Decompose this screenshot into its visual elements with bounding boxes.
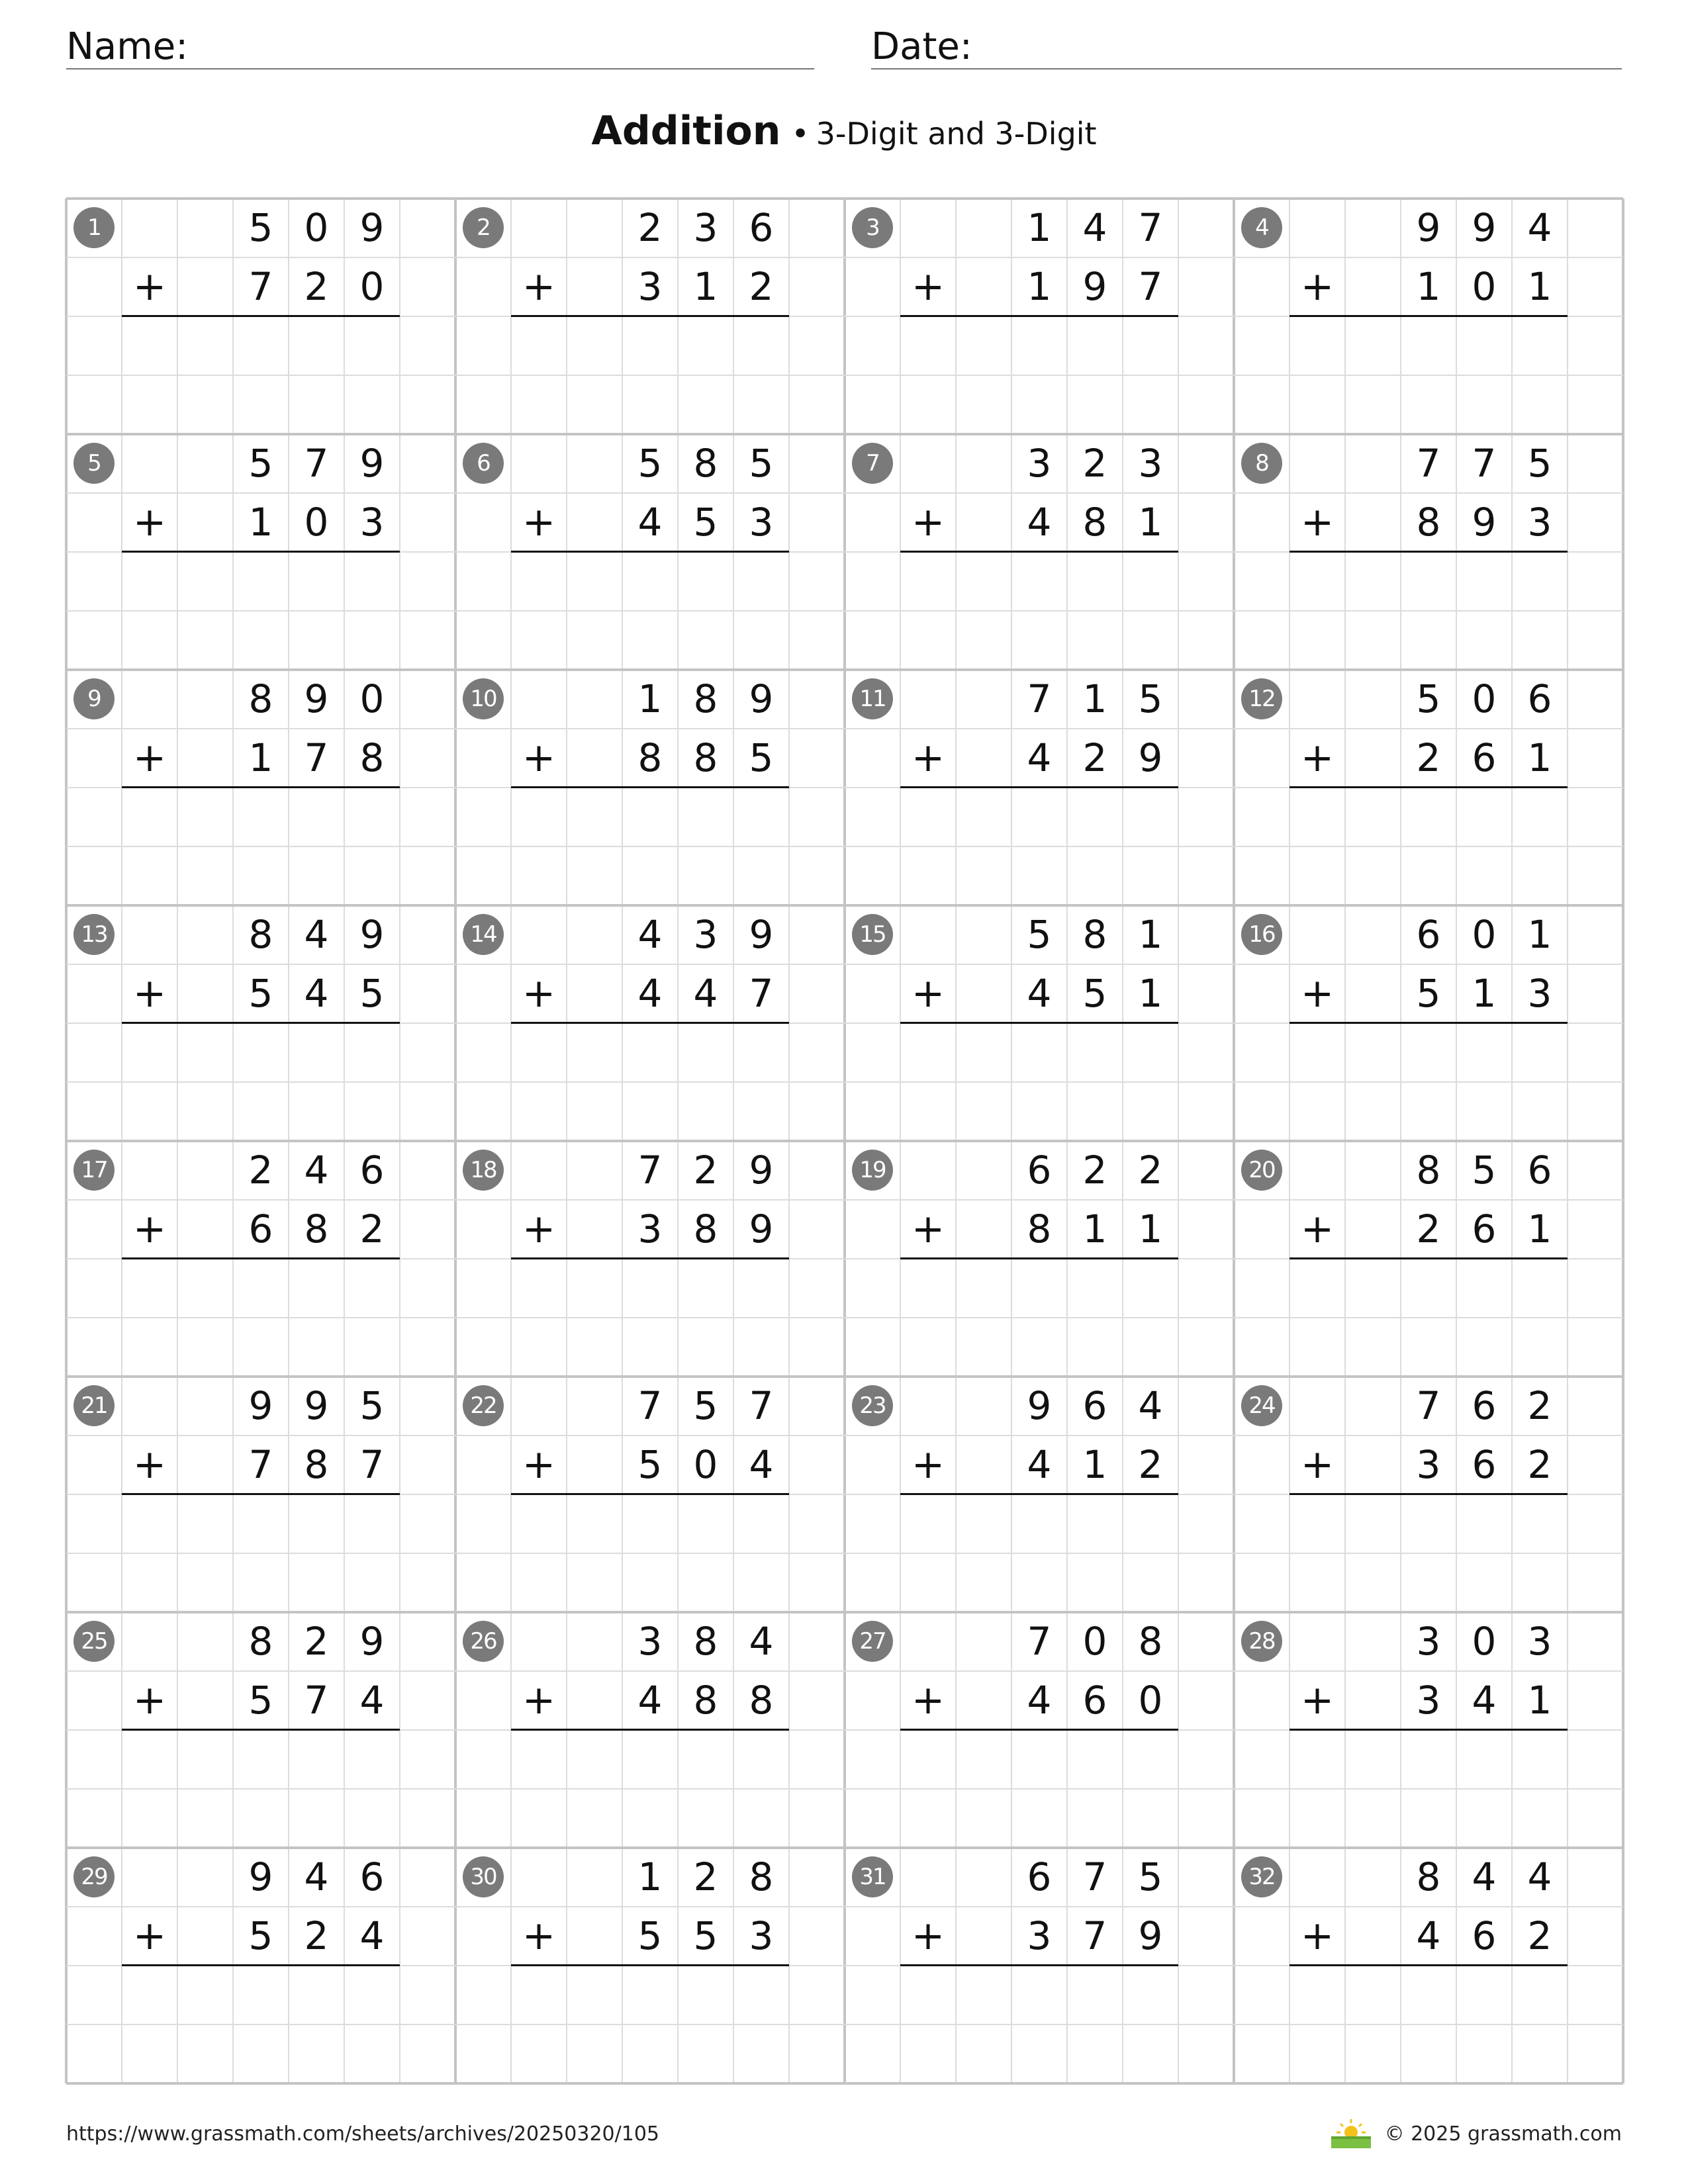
- addend-top-digit: 9: [304, 1383, 329, 1428]
- addend-top-digit: 3: [1027, 441, 1052, 486]
- addend-top-digit: 8: [1416, 1854, 1441, 1899]
- addend-bottom-digit: 3: [749, 500, 774, 545]
- addend-bottom-digit: 4: [1027, 971, 1052, 1016]
- plus-sign: +: [132, 499, 167, 545]
- addend-bottom-digit: 3: [1527, 500, 1552, 545]
- addend-top-digit: 0: [1472, 1619, 1497, 1664]
- addend-top-digit: 9: [248, 1854, 273, 1899]
- name-field-line[interactable]: [66, 68, 814, 69]
- addend-bottom-digit: 1: [1472, 971, 1497, 1016]
- addend-top-digit: 5: [1138, 1854, 1163, 1899]
- addend-top-digit: 3: [693, 912, 718, 957]
- plus-sign: +: [1300, 1206, 1335, 1252]
- addend-bottom-digit: 2: [1527, 1913, 1552, 1958]
- plus-sign: +: [911, 263, 945, 310]
- addend-bottom-digit: 4: [304, 971, 329, 1016]
- answer-line[interactable]: [122, 551, 400, 553]
- answer-line[interactable]: [900, 1729, 1178, 1731]
- addend-top-digit: 9: [359, 205, 385, 250]
- addend-top-digit: 7: [1027, 1619, 1052, 1664]
- addend-top-digit: 0: [1472, 912, 1497, 957]
- addend-bottom-digit: 1: [1138, 1206, 1163, 1251]
- addend-bottom-digit: 3: [1527, 971, 1552, 1016]
- answer-line[interactable]: [511, 1729, 789, 1731]
- problem-number-badge: 2: [463, 207, 504, 248]
- plus-sign: +: [911, 1913, 945, 1959]
- addend-bottom-digit: 4: [359, 1913, 385, 1958]
- addend-top-digit: 5: [1138, 676, 1163, 721]
- addend-top-digit: 4: [637, 912, 663, 957]
- addend-top-digit: 3: [1416, 1619, 1441, 1664]
- addend-top-digit: 5: [248, 205, 273, 250]
- plus-sign: +: [911, 1677, 945, 1723]
- problem-number-badge: 26: [463, 1621, 504, 1662]
- plus-sign: +: [522, 499, 556, 545]
- problem-number-badge: 23: [852, 1385, 893, 1426]
- addend-top-digit: 8: [693, 1619, 718, 1664]
- answer-line[interactable]: [1289, 551, 1568, 553]
- addend-top-digit: 4: [1527, 1854, 1552, 1899]
- addend-bottom-digit: 7: [749, 971, 774, 1016]
- addend-bottom-digit: 4: [637, 500, 663, 545]
- addend-bottom-digit: 5: [693, 1913, 718, 1958]
- addend-bottom-digit: 1: [1527, 735, 1552, 780]
- answer-line[interactable]: [1289, 315, 1568, 317]
- addend-bottom-digit: 4: [693, 971, 718, 1016]
- plus-sign: +: [522, 970, 556, 1017]
- answer-line[interactable]: [1289, 786, 1568, 788]
- addend-top-digit: 1: [637, 1854, 663, 1899]
- problem-number-badge: 15: [852, 914, 893, 955]
- addend-top-digit: 9: [359, 441, 385, 486]
- plus-sign: +: [1300, 735, 1335, 781]
- addend-top-digit: 1: [1027, 205, 1052, 250]
- addend-bottom-digit: 1: [1138, 500, 1163, 545]
- addend-top-digit: 9: [1416, 205, 1441, 250]
- plus-sign: +: [132, 1913, 167, 1959]
- addend-bottom-digit: 2: [1082, 735, 1107, 780]
- problem-number-badge: 11: [852, 678, 893, 719]
- addend-bottom-digit: 1: [1416, 264, 1441, 309]
- addend-bottom-digit: 8: [693, 735, 718, 780]
- addend-top-digit: 9: [749, 1148, 774, 1193]
- addend-top-digit: 8: [693, 676, 718, 721]
- footer-url: https://www.grassmath.com/sheets/archives/20250320/105: [66, 2122, 660, 2146]
- addend-top-digit: 6: [1027, 1148, 1052, 1193]
- addend-bottom-digit: 1: [1527, 264, 1552, 309]
- addend-bottom-digit: 8: [1027, 1206, 1052, 1251]
- addend-top-digit: 1: [637, 676, 663, 721]
- addend-top-digit: 4: [749, 1619, 774, 1664]
- addend-top-digit: 4: [304, 1148, 329, 1193]
- plus-sign: +: [1300, 1441, 1335, 1488]
- addend-bottom-digit: 5: [693, 500, 718, 545]
- addend-bottom-digit: 4: [1027, 1442, 1052, 1487]
- addend-bottom-digit: 1: [1138, 971, 1163, 1016]
- addend-top-digit: 9: [304, 676, 329, 721]
- addend-bottom-digit: 4: [359, 1678, 385, 1723]
- plus-sign: +: [132, 735, 167, 781]
- plus-sign: +: [1300, 1677, 1335, 1723]
- problem-number-badge: 21: [73, 1385, 115, 1426]
- plus-sign: +: [132, 1677, 167, 1723]
- plus-sign: +: [522, 1441, 556, 1488]
- answer-line[interactable]: [900, 786, 1178, 788]
- addend-bottom-digit: 9: [1472, 500, 1497, 545]
- addend-bottom-digit: 7: [304, 1678, 329, 1723]
- addend-bottom-digit: 9: [1082, 264, 1107, 309]
- problem-number-badge: 7: [852, 443, 893, 484]
- addend-top-digit: 7: [637, 1383, 663, 1428]
- addend-bottom-digit: 6: [1472, 735, 1497, 780]
- addend-bottom-digit: 3: [637, 264, 663, 309]
- addend-top-digit: 8: [1416, 1148, 1441, 1193]
- answer-line[interactable]: [511, 1964, 789, 1966]
- answer-line[interactable]: [1289, 1964, 1568, 1966]
- answer-line[interactable]: [900, 1493, 1178, 1495]
- addend-bottom-digit: 2: [304, 264, 329, 309]
- addend-bottom-digit: 4: [1472, 1678, 1497, 1723]
- answer-line[interactable]: [1289, 1729, 1568, 1731]
- addend-bottom-digit: 1: [248, 500, 273, 545]
- plus-sign: +: [522, 1913, 556, 1959]
- addend-top-digit: 1: [1138, 912, 1163, 957]
- addend-bottom-digit: 5: [359, 971, 385, 1016]
- addend-top-digit: 8: [248, 1619, 273, 1664]
- problem-number-badge: 32: [1241, 1856, 1282, 1897]
- addend-bottom-digit: 2: [359, 1206, 385, 1251]
- problem-number-badge: 9: [73, 678, 115, 719]
- problem-number-badge: 27: [852, 1621, 893, 1662]
- addend-bottom-digit: 3: [1416, 1678, 1441, 1723]
- plus-sign: +: [132, 1206, 167, 1252]
- addend-bottom-digit: 5: [749, 735, 774, 780]
- addend-top-digit: 7: [1472, 441, 1497, 486]
- problem-number-badge: 20: [1241, 1150, 1282, 1191]
- problem-number-badge: 5: [73, 443, 115, 484]
- answer-line[interactable]: [511, 786, 789, 788]
- problem-number-badge: 29: [73, 1856, 115, 1897]
- addend-top-digit: 6: [1527, 676, 1552, 721]
- answer-line[interactable]: [511, 1022, 789, 1024]
- addend-top-digit: 5: [1472, 1148, 1497, 1193]
- addend-top-digit: 2: [1138, 1148, 1163, 1193]
- addend-bottom-digit: 6: [1472, 1913, 1497, 1958]
- addend-top-digit: 7: [637, 1148, 663, 1193]
- addend-bottom-digit: 1: [1082, 1206, 1107, 1251]
- addend-top-digit: 4: [1082, 205, 1107, 250]
- addend-top-digit: 4: [304, 1854, 329, 1899]
- addend-top-digit: 0: [304, 205, 329, 250]
- answer-line[interactable]: [1289, 1257, 1568, 1259]
- date-field-line[interactable]: [871, 68, 1622, 69]
- addend-top-digit: 2: [1082, 441, 1107, 486]
- plus-sign: +: [1300, 499, 1335, 545]
- addend-top-digit: 5: [749, 441, 774, 486]
- addend-bottom-digit: 5: [248, 971, 273, 1016]
- addend-bottom-digit: 4: [1027, 500, 1052, 545]
- footer-copyright: © 2025 grassmath.com: [1384, 2122, 1622, 2146]
- problem-number-badge: 16: [1241, 914, 1282, 955]
- problem-number-badge: 30: [463, 1856, 504, 1897]
- addend-top-digit: 6: [359, 1148, 385, 1193]
- addend-bottom-digit: 0: [359, 264, 385, 309]
- problem-number-badge: 22: [463, 1385, 504, 1426]
- addend-bottom-digit: 3: [1416, 1442, 1441, 1487]
- addend-bottom-digit: 0: [1138, 1678, 1163, 1723]
- addend-top-digit: 2: [693, 1148, 718, 1193]
- problem-number-badge: 17: [73, 1150, 115, 1191]
- addend-top-digit: 2: [1082, 1148, 1107, 1193]
- answer-line[interactable]: [122, 315, 400, 317]
- addend-top-digit: 7: [1027, 676, 1052, 721]
- addend-bottom-digit: 5: [1416, 971, 1441, 1016]
- problem-number-badge: 18: [463, 1150, 504, 1191]
- answer-line[interactable]: [122, 1493, 400, 1495]
- addend-bottom-digit: 9: [1138, 1913, 1163, 1958]
- addend-top-digit: 6: [1527, 1148, 1552, 1193]
- addend-top-digit: 5: [1027, 912, 1052, 957]
- problem-number-badge: 13: [73, 914, 115, 955]
- addend-bottom-digit: 8: [304, 1206, 329, 1251]
- addend-bottom-digit: 7: [248, 264, 273, 309]
- addend-top-digit: 2: [248, 1148, 273, 1193]
- addend-top-digit: 7: [1416, 441, 1441, 486]
- addend-top-digit: 6: [1472, 1383, 1497, 1428]
- addend-bottom-digit: 4: [1027, 1678, 1052, 1723]
- addend-top-digit: 8: [1138, 1619, 1163, 1664]
- addend-bottom-digit: 1: [248, 735, 273, 780]
- addend-bottom-digit: 3: [1027, 1913, 1052, 1958]
- addend-top-digit: 8: [1082, 912, 1107, 957]
- answer-line[interactable]: [511, 551, 789, 553]
- addend-bottom-digit: 1: [1082, 1442, 1107, 1487]
- answer-line[interactable]: [900, 315, 1178, 317]
- addend-top-digit: 2: [637, 205, 663, 250]
- addend-bottom-digit: 8: [1416, 500, 1441, 545]
- addend-top-digit: 6: [1027, 1854, 1052, 1899]
- addend-top-digit: 4: [1138, 1383, 1163, 1428]
- addend-top-digit: 4: [1472, 1854, 1497, 1899]
- answer-line[interactable]: [1289, 1022, 1568, 1024]
- addend-bottom-digit: 2: [304, 1913, 329, 1958]
- problem-number-badge: 4: [1241, 207, 1282, 248]
- addend-bottom-digit: 7: [248, 1442, 273, 1487]
- addend-top-digit: 2: [693, 1854, 718, 1899]
- addend-bottom-digit: 3: [637, 1206, 663, 1251]
- plus-sign: +: [1300, 263, 1335, 310]
- addend-bottom-digit: 6: [1082, 1678, 1107, 1723]
- addend-top-digit: 1: [1082, 676, 1107, 721]
- addend-top-digit: 5: [1416, 676, 1441, 721]
- addend-bottom-digit: 8: [749, 1678, 774, 1723]
- name-label: Name:: [66, 25, 189, 68]
- addend-bottom-digit: 8: [637, 735, 663, 780]
- answer-line[interactable]: [122, 1964, 400, 1966]
- problem-number-badge: 14: [463, 914, 504, 955]
- answer-line[interactable]: [122, 786, 400, 788]
- addend-bottom-digit: 4: [749, 1442, 774, 1487]
- worksheet-title: [0, 105, 1688, 167]
- addend-bottom-digit: 1: [1527, 1206, 1552, 1251]
- problem-number-badge: 19: [852, 1150, 893, 1191]
- addend-top-digit: 5: [1527, 441, 1552, 486]
- addend-top-digit: 9: [749, 676, 774, 721]
- addend-top-digit: 6: [1082, 1383, 1107, 1428]
- answer-line[interactable]: [900, 551, 1178, 553]
- addend-top-digit: 6: [359, 1854, 385, 1899]
- addend-bottom-digit: 8: [1082, 500, 1107, 545]
- addend-top-digit: 9: [1027, 1383, 1052, 1428]
- addend-top-digit: 0: [359, 676, 385, 721]
- addend-top-digit: 3: [693, 205, 718, 250]
- addend-bottom-digit: 2: [749, 264, 774, 309]
- addend-top-digit: 5: [693, 1383, 718, 1428]
- addend-top-digit: 6: [1416, 912, 1441, 957]
- plus-sign: +: [1300, 970, 1335, 1017]
- title-subtitle: 3-Digit and 3-Digit: [816, 116, 1097, 152]
- answer-line[interactable]: [1289, 1493, 1568, 1495]
- answer-line[interactable]: [122, 1729, 400, 1731]
- date-label: Date:: [871, 25, 972, 68]
- addend-bottom-digit: 0: [1472, 264, 1497, 309]
- problem-number-badge: 8: [1241, 443, 1282, 484]
- problem-number-badge: 1: [73, 207, 115, 248]
- answer-line[interactable]: [511, 315, 789, 317]
- addend-bottom-digit: 2: [1527, 1442, 1552, 1487]
- addend-top-digit: 6: [749, 205, 774, 250]
- addend-bottom-digit: 2: [1416, 1206, 1441, 1251]
- plus-sign: +: [522, 1206, 556, 1252]
- addend-bottom-digit: 9: [749, 1206, 774, 1251]
- addend-bottom-digit: 5: [637, 1913, 663, 1958]
- addend-bottom-digit: 7: [1138, 264, 1163, 309]
- addend-top-digit: 4: [304, 912, 329, 957]
- addend-top-digit: 1: [1527, 912, 1552, 957]
- plus-sign: +: [911, 735, 945, 781]
- title-main: Addition: [591, 108, 781, 154]
- sun-over-grass-icon: [1327, 2115, 1375, 2151]
- plus-sign: +: [522, 735, 556, 781]
- addend-top-digit: 9: [359, 1619, 385, 1664]
- addend-top-digit: 5: [359, 1383, 385, 1428]
- addend-bottom-digit: 4: [1416, 1913, 1441, 1958]
- plus-sign: +: [911, 1441, 945, 1488]
- addend-bottom-digit: 6: [1472, 1206, 1497, 1251]
- addend-top-digit: 0: [1082, 1619, 1107, 1664]
- addend-top-digit: 5: [637, 441, 663, 486]
- plus-sign: +: [911, 970, 945, 1017]
- addend-top-digit: 8: [693, 441, 718, 486]
- addend-top-digit: 7: [1138, 205, 1163, 250]
- problem-number-badge: 6: [463, 443, 504, 484]
- addend-top-digit: 9: [749, 912, 774, 957]
- addend-bottom-digit: 3: [359, 500, 385, 545]
- addend-bottom-digit: 1: [1527, 1678, 1552, 1723]
- addend-bottom-digit: 4: [637, 971, 663, 1016]
- addend-bottom-digit: 5: [248, 1678, 273, 1723]
- answer-line[interactable]: [511, 1257, 789, 1259]
- addend-top-digit: 7: [1416, 1383, 1441, 1428]
- addend-top-digit: 8: [248, 912, 273, 957]
- addend-bottom-digit: 1: [1027, 264, 1052, 309]
- addend-bottom-digit: 7: [1082, 1913, 1107, 1958]
- addend-bottom-digit: 0: [693, 1442, 718, 1487]
- title-separator: •: [791, 116, 810, 152]
- answer-line[interactable]: [122, 1257, 400, 1259]
- problem-number-badge: 12: [1241, 678, 1282, 719]
- addend-bottom-digit: 4: [637, 1678, 663, 1723]
- addend-top-digit: 8: [248, 676, 273, 721]
- problem-number-badge: 25: [73, 1621, 115, 1662]
- plus-sign: +: [132, 263, 167, 310]
- addend-top-digit: 5: [248, 441, 273, 486]
- addend-bottom-digit: 5: [1082, 971, 1107, 1016]
- answer-line[interactable]: [900, 1022, 1178, 1024]
- addend-top-digit: 9: [359, 912, 385, 957]
- plus-sign: +: [132, 970, 167, 1017]
- problem-number-badge: 31: [852, 1856, 893, 1897]
- addend-bottom-digit: 8: [304, 1442, 329, 1487]
- addend-bottom-digit: 6: [1472, 1442, 1497, 1487]
- addend-top-digit: 3: [637, 1619, 663, 1664]
- addend-bottom-digit: 4: [1027, 735, 1052, 780]
- addend-top-digit: 7: [749, 1383, 774, 1428]
- answer-line[interactable]: [122, 1022, 400, 1024]
- problem-number-badge: 3: [852, 207, 893, 248]
- addend-bottom-digit: 1: [693, 264, 718, 309]
- problem-number-badge: 24: [1241, 1385, 1282, 1426]
- plus-sign: +: [522, 1677, 556, 1723]
- addend-top-digit: 9: [248, 1383, 273, 1428]
- addend-bottom-digit: 9: [1138, 735, 1163, 780]
- addend-top-digit: 4: [1527, 205, 1552, 250]
- plus-sign: +: [1300, 1913, 1335, 1959]
- addend-top-digit: 2: [304, 1619, 329, 1664]
- addend-top-digit: 3: [1527, 1619, 1552, 1664]
- addend-bottom-digit: 5: [248, 1913, 273, 1958]
- addend-bottom-digit: 5: [637, 1442, 663, 1487]
- plus-sign: +: [522, 263, 556, 310]
- plus-sign: +: [911, 1206, 945, 1252]
- answer-line[interactable]: [900, 1257, 1178, 1259]
- plus-sign: +: [911, 499, 945, 545]
- answer-line[interactable]: [511, 1493, 789, 1495]
- addend-bottom-digit: 2: [1416, 735, 1441, 780]
- addend-top-digit: 7: [1082, 1854, 1107, 1899]
- addend-top-digit: 3: [1138, 441, 1163, 486]
- addend-top-digit: 7: [304, 441, 329, 486]
- addend-bottom-digit: 6: [248, 1206, 273, 1251]
- addend-top-digit: 9: [1472, 205, 1497, 250]
- addend-bottom-digit: 8: [693, 1206, 718, 1251]
- addend-bottom-digit: 7: [304, 735, 329, 780]
- addend-top-digit: 0: [1472, 676, 1497, 721]
- problem-number-badge: 28: [1241, 1621, 1282, 1662]
- answer-line[interactable]: [900, 1964, 1178, 1966]
- problem-number-badge: 10: [463, 678, 504, 719]
- addend-bottom-digit: 0: [304, 500, 329, 545]
- addend-bottom-digit: 8: [359, 735, 385, 780]
- plus-sign: +: [132, 1441, 167, 1488]
- addend-bottom-digit: 2: [1138, 1442, 1163, 1487]
- addend-top-digit: 8: [749, 1854, 774, 1899]
- addend-top-digit: 2: [1527, 1383, 1552, 1428]
- addend-bottom-digit: 8: [693, 1678, 718, 1723]
- addend-bottom-digit: 3: [749, 1913, 774, 1958]
- addend-bottom-digit: 7: [359, 1442, 385, 1487]
